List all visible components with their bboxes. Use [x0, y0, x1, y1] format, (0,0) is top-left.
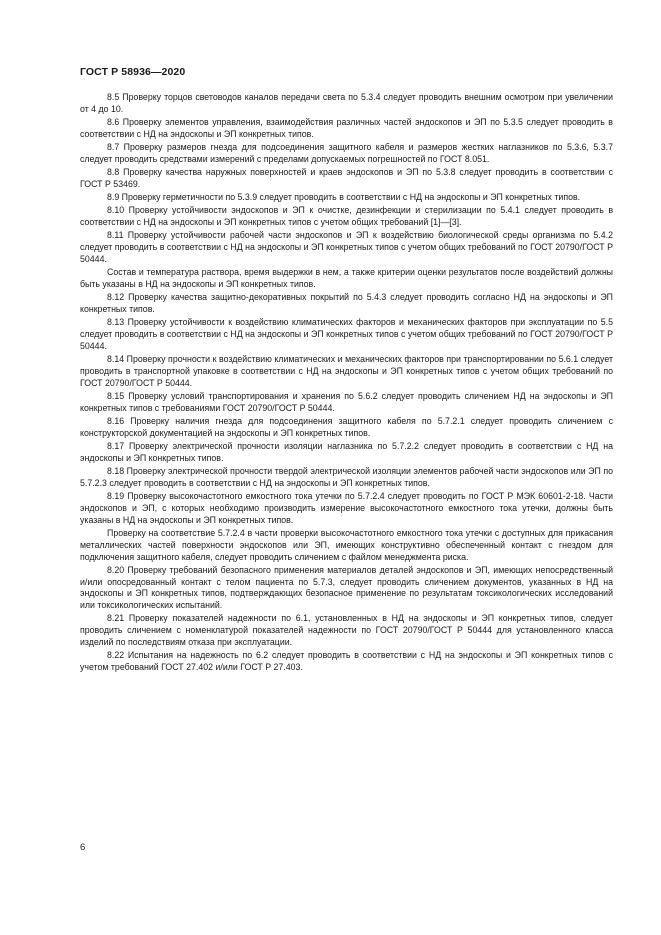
paragraph-8-12: 8.12 Проверку качества защитно-декоративных покрытий по 5.4.3 следует проводить согласно НД на эндоскопы и ЭП конкретных типов.	[80, 292, 613, 314]
paragraph-8-11-note: Состав и температура раствора, время выдержки в нем, а также критерии оценки результатов после воздействий должны быть указаны в НД на эндоскопы и ЭП конкретных типов.	[80, 267, 613, 289]
paragraph-8-22: 8.22 Испытания на надежность по 6.2 следует проводить в соответствии с НД на эндоскопы и ЭП конкретных типов с учетом требований ГОСТ 27.402 и/или ГОСТ Р 27.403.	[80, 650, 613, 673]
paragraph-8-9: 8.9 Проверку герметичности по 5.3.9 следует проводить в соответствии с НД на эндоскопы и ЭП конкретных типов.	[107, 192, 581, 202]
paragraph-8-18: 8.18 Проверку электрической прочности твердой электрической изоляции элементов рабочей части эндоскопов или ЭП по 5.7.2.3 следует проводить в соответствии с НД на эндоскопы и ЭП конкретных типов.	[80, 465, 613, 488]
paragraph-8-11: 8.11 Проверку устойчивости рабочей части эндоскопов и ЭП к воздействию биологической среды организма по 5.4.2 следует проводить в соответствии с НД на эндоскопы и ЭП конкретных типов с учетом общих требований по ГОСТ 20790/ГОСТ Р 50444.	[80, 230, 613, 264]
paragraph-8-19: 8.19 Проверку высокочастотного емкостного тока утечки по 5.7.2.4 следует проводить по ГОСТ Р МЭК 60601-2-18. Части эндоскопов и ЭП, с которых необходимо производить измерение высокочастотного емкостного тока утечки, должны быть указаны в НД на эндоскопы и ЭП конкретных типов.	[80, 490, 613, 525]
paragraph-8-21: 8.21 Проверку показателей надежности по 6.1, установленных в НД на эндоскопы и ЭП конкретных типов, следует проводить сличением с номенклатурой показателей надежности по ГОСТ 20790/ГОСТ Р 50444 для установленного класса изделий по последствиям отказа при эксплуатации.	[80, 613, 613, 648]
paragraph-8-10: 8.10 Проверку устойчивости эндоскопов и ЭП к очистке, дезинфекции и стерилизации по 5.4.1 следует проводить в соответствии с НД на эндоскопы и ЭП конкретных типов с учетом общих требований [1]—[3].	[80, 205, 613, 227]
paragraph-8-6: 8.6 Проверку элементов управления, взаимодействия различных частей эндоскопов и ЭП по 5.3.5 следует проводить в соответствии с НД на эндоскопы и ЭП конкретных типов.	[80, 117, 613, 139]
paragraph-8-20: 8.20 Проверку требований безопасного применения материалов деталей эндоскопов и ЭП, имеющих непосредственный и/или опосредованный контакт с телом пациента по 5.7.3, следует проводить сличением документов, указанных в НД на эндоскопы и ЭП конкретных типов, подтверждающих безопасное применение по результатам токсикологических исследований или токсикологических испытаний.	[80, 564, 613, 611]
paragraph-8-17: 8.17 Проверку электрической прочности изоляции наглазника по 5.7.2.2 следует проводить в соответствии с НД на эндоскопы и ЭП конкретных типов.	[80, 440, 613, 463]
paragraph-8-8: 8.8 Проверку качества наружных поверхностей и краев эндоскопов и ЭП по 5.3.8 следует проводить в соответствии с ГОСТ Р 53469.	[80, 167, 613, 189]
page-header-standard-title: ГОСТ Р 58936—2020	[80, 66, 186, 78]
paragraph-8-14: 8.14 Проверку прочности к воздействию климатических и механических факторов при транспортировании по 5.6.1 следует проводить в транспортной упаковке в соответствии с НД на эндоскопы и ЭП конкретных типов с учетом общих требований по ГОСТ 20790/ГОСТ Р 50444.	[80, 353, 613, 388]
paragraph-8-15: 8.15 Проверку условий транспортирования и хранения по 5.6.2 следует проводить сличением НД на эндоскопы и ЭП конкретных типов с требованиями ГОСТ 20790/ГОСТ Р 50444.	[80, 390, 613, 413]
document-body	[80, 92, 613, 675]
page-number: 6	[80, 842, 86, 853]
paragraph-8-7: 8.7 Проверку размеров гнезда для подсоединения защитного кабеля и размеров жестких наглазников по 5.3.6, 5.3.7 следует проводить средствами измерений с пределами допускаемых погрешностей по ГОСТ 8.051.	[80, 142, 613, 164]
paragraph-8-19-note: Проверку на соответствие 5.7.2.4 в части проверки высокочастотного емкостного тока утечки с доступных для прикасания металлических частей поверхности эндоскопов или ЭП, имеющих конструктивно обеспеченный контакт с гнездом для подключения защитного кабеля, следует проводить сличением с файлом менеджмента риска.	[80, 527, 613, 562]
paragraph-8-13: 8.13 Проверку устойчивости к воздействию климатических факторов и механических факторов при эксплуатации по 5.5 следует проводить в соответствии с НД на эндоскопы и ЭП конкретных типов с учетом общих требований по ГОСТ 20790/ГОСТ Р 50444.	[80, 317, 613, 351]
paragraph-8-16: 8.16 Проверку наличия гнезда для подсоединения защитного кабеля по 5.7.2.1 следует проводить сличением с конструкторской документацией на эндоскопы и ЭП конкретных типов.	[80, 415, 613, 438]
paragraph-8-5: 8.5 Проверку торцов световодов каналов передачи света по 5.3.4 следует проводить внешним осмотром при увеличении от 4 до 10.	[80, 92, 613, 114]
